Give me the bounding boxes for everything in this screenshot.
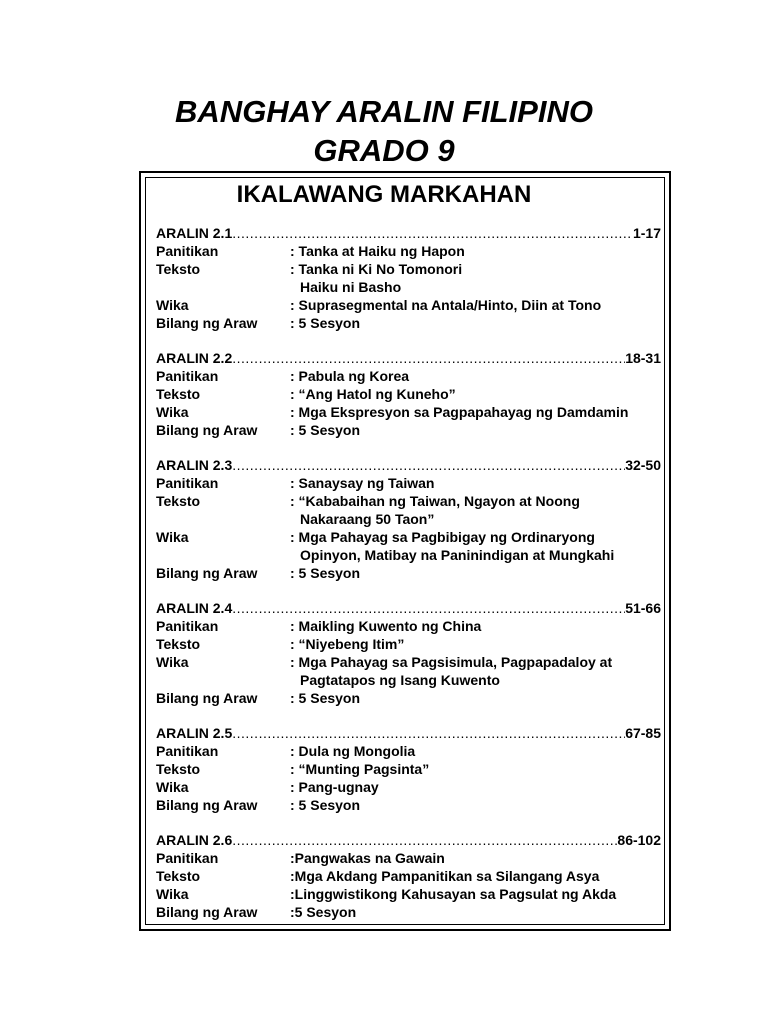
dot-leader (232, 349, 625, 367)
wika-value: : Mga Pahayag sa Pagsisimula, Pagpapadaloy at (290, 654, 613, 670)
teksto-value: : “Ang Hatol ng Kuneho” (290, 386, 456, 402)
wika-row (156, 403, 661, 421)
lesson-2-4 (156, 599, 661, 707)
lesson-pages: 51-66 (625, 600, 661, 616)
bilang-row (156, 796, 661, 814)
wika-continuation: Pagtatapos ng Isang Kuwento (300, 672, 500, 688)
lesson-name: ARALIN 2.5 (156, 725, 233, 741)
wika-row (156, 885, 661, 903)
bilang-row (156, 689, 661, 707)
bilang-value: : 5 Sesyon (290, 315, 361, 331)
wika-row (156, 528, 661, 546)
lesson-2-5 (156, 724, 661, 814)
teksto-label: Teksto (156, 261, 201, 277)
lesson-pages: 32-50 (625, 457, 661, 473)
bilang-row (156, 564, 661, 582)
wika-label: Wika (156, 779, 189, 795)
document-subtitle: GRADO 9 (313, 133, 455, 168)
lesson-list (156, 224, 661, 938)
wika-label: Wika (156, 297, 189, 313)
panitikan-value: : Maikling Kuwento ng China (290, 618, 482, 634)
panitikan-row (156, 367, 661, 385)
teksto-row (156, 492, 661, 510)
bilang-value: : 5 Sesyon (290, 797, 361, 813)
lesson-name: ARALIN 2.2 (156, 350, 233, 366)
bilang-label: Bilang ng Araw (156, 565, 258, 581)
teksto-row (156, 385, 661, 403)
lesson-heading (156, 599, 661, 617)
dot-leader (232, 456, 625, 474)
teksto-value: : Tanka ni Ki No Tomonori (290, 261, 463, 277)
panitikan-label: Panitikan (156, 850, 219, 866)
wika-continuation: Opinyon, Matibay na Paninindigan at Mungkahi (300, 547, 615, 563)
teksto-row (156, 635, 661, 653)
panitikan-label: Panitikan (156, 743, 219, 759)
panitikan-label: Panitikan (156, 475, 219, 491)
bilang-row (156, 421, 661, 439)
wika-label: Wika (156, 886, 189, 902)
wika-value: : Pang-ugnay (290, 779, 379, 795)
panitikan-row (156, 617, 661, 635)
wika-label: Wika (156, 404, 189, 420)
lesson-name: ARALIN 2.3 (156, 457, 233, 473)
teksto-label: Teksto (156, 761, 201, 777)
lesson-heading (156, 831, 661, 849)
wika-value: : Suprasegmental na Antala/Hinto, Diin at Tono (290, 297, 602, 313)
panitikan-value: : Tanka at Haiku ng Hapon (290, 243, 465, 259)
dot-leader (232, 724, 625, 742)
lesson-name: ARALIN 2.6 (156, 832, 233, 848)
lesson-2-6 (156, 831, 661, 921)
lesson-heading (156, 224, 661, 242)
lesson-name: ARALIN 2.1 (156, 225, 233, 241)
panitikan-label: Panitikan (156, 243, 219, 259)
wika-value: : Mga Pahayag sa Pagbibigay ng Ordinaryong (290, 529, 595, 545)
dot-leader (232, 599, 625, 617)
lesson-heading (156, 456, 661, 474)
teksto-continuation: Nakaraang 50 Taon” (300, 511, 435, 527)
wika-value: :Linggwistikong Kahusayan sa Pagsulat ng Akda (290, 886, 617, 902)
panitikan-label: Panitikan (156, 618, 219, 634)
teksto-value: : “Niyebeng Itim” (290, 636, 405, 652)
lesson-name: ARALIN 2.4 (156, 600, 233, 616)
panitikan-row (156, 849, 661, 867)
bilang-value: : 5 Sesyon (290, 565, 361, 581)
teksto-label: Teksto (156, 493, 201, 509)
teksto-label: Teksto (156, 636, 201, 652)
panitikan-value: : Dula ng Mongolia (290, 743, 416, 759)
panitikan-row (156, 742, 661, 760)
panitikan-value: :Pangwakas na Gawain (290, 850, 445, 866)
bilang-label: Bilang ng Araw (156, 690, 258, 706)
lesson-pages: 67-85 (625, 725, 661, 741)
teksto-row (156, 867, 661, 885)
teksto-row (156, 760, 661, 778)
bilang-label: Bilang ng Araw (156, 904, 258, 920)
bilang-row (156, 314, 661, 332)
lesson-pages: 86-102 (617, 832, 661, 848)
bilang-value: : 5 Sesyon (290, 422, 361, 438)
bilang-value: :5 Sesyon (290, 904, 357, 920)
lesson-2-2 (156, 349, 661, 439)
panitikan-value: : Sanaysay ng Taiwan (290, 475, 435, 491)
teksto-value: :Mga Akdang Pampanitikan sa Silangang Asya (290, 868, 600, 884)
bilang-label: Bilang ng Araw (156, 315, 258, 331)
panitikan-label: Panitikan (156, 368, 219, 384)
dot-leader (232, 831, 617, 849)
bilang-label: Bilang ng Araw (156, 422, 258, 438)
wika-row (156, 778, 661, 796)
teksto-label: Teksto (156, 386, 201, 402)
lesson-2-3 (156, 456, 661, 582)
lesson-2-1 (156, 224, 661, 332)
teksto-continuation: Haiku ni Basho (300, 279, 402, 295)
wika-label: Wika (156, 654, 189, 670)
panitikan-row (156, 474, 661, 492)
teksto-row (156, 260, 661, 278)
lesson-pages: 18-31 (625, 350, 661, 366)
lesson-pages: 1-17 (632, 225, 661, 241)
lesson-heading (156, 349, 661, 367)
lesson-heading (156, 724, 661, 742)
document-title: BANGHAY ARALIN FILIPINO (175, 94, 593, 129)
bilang-value: : 5 Sesyon (290, 690, 361, 706)
panitikan-value: : Pabula ng Korea (290, 368, 410, 384)
dot-leader (232, 224, 633, 242)
wika-value: : Mga Ekspresyon sa Pagpapahayag ng Damdamin (290, 404, 629, 420)
wika-row (156, 296, 661, 314)
quarter-heading: IKALAWANG MARKAHAN (236, 181, 532, 208)
wika-label: Wika (156, 529, 189, 545)
teksto-value: : “Munting Pagsinta” (290, 761, 430, 777)
bilang-row (156, 903, 661, 921)
teksto-value: : “Kababaihan ng Taiwan, Ngayon at Noong (290, 493, 580, 509)
wika-row (156, 653, 661, 671)
bilang-label: Bilang ng Araw (156, 797, 258, 813)
teksto-label: Teksto (156, 868, 201, 884)
panitikan-row (156, 242, 661, 260)
